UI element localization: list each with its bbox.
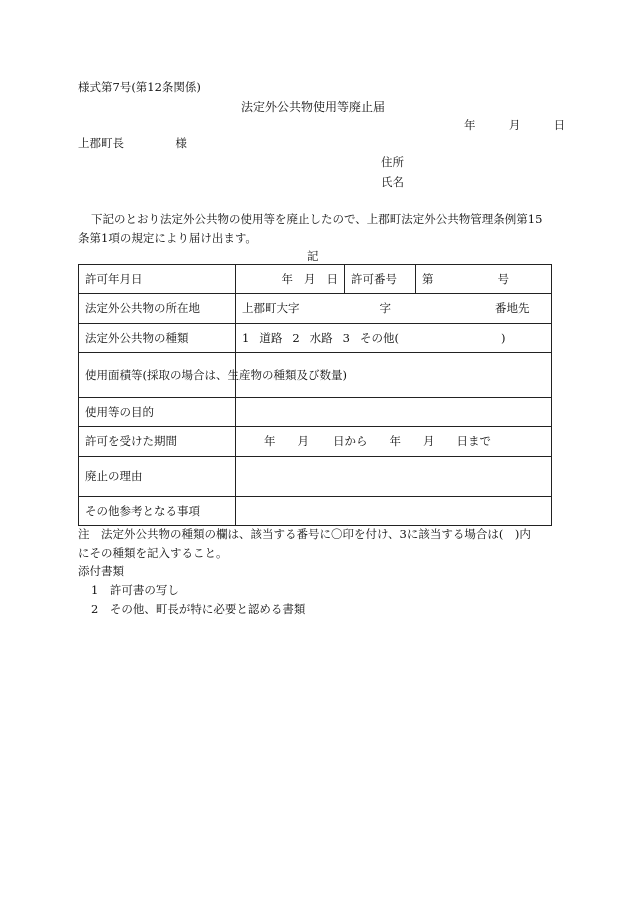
permit-month: 月 bbox=[304, 271, 316, 286]
permit-number-suffix: 号 bbox=[497, 271, 509, 286]
permit-day: 日 bbox=[326, 271, 338, 286]
intro-line-2: 条第1項の規定により届け出ます。 bbox=[78, 231, 257, 245]
reason-value[interactable] bbox=[236, 457, 552, 497]
kind-other: その他( bbox=[359, 330, 399, 345]
permit-table bbox=[78, 264, 552, 526]
address-label: 住所 bbox=[381, 155, 404, 169]
kind-road: 道路 bbox=[259, 330, 283, 345]
period-end-month: 月 bbox=[423, 434, 435, 449]
date-year: 年 bbox=[464, 118, 476, 132]
permit-number-value[interactable] bbox=[416, 265, 552, 294]
period-start-day: 日から bbox=[333, 434, 368, 449]
other-label: その他参考となる事項 bbox=[79, 497, 236, 526]
row-period bbox=[79, 427, 552, 457]
period-end-day: 日まで bbox=[456, 434, 491, 449]
addressee-name: 上郡町長 bbox=[78, 136, 124, 150]
period-end-year: 年 bbox=[389, 434, 401, 449]
addressee bbox=[78, 138, 187, 150]
permit-number-label: 許可番号 bbox=[345, 265, 416, 294]
period-start-year: 年 bbox=[264, 434, 276, 449]
ki-mark: 記 bbox=[307, 249, 319, 263]
kind-option-1[interactable]: 1 bbox=[242, 330, 250, 345]
form-number: 様式第7号(第12条関係) bbox=[78, 80, 201, 94]
note-line-2: にその種類を記入すること。 bbox=[78, 546, 228, 560]
row-purpose bbox=[79, 398, 552, 427]
location-value[interactable] bbox=[236, 294, 552, 324]
row-other bbox=[79, 497, 552, 526]
permit-date-label: 許可年月日 bbox=[79, 265, 236, 294]
purpose-label: 使用等の目的 bbox=[79, 398, 236, 427]
purpose-value[interactable] bbox=[236, 398, 552, 427]
kind-other-close: ) bbox=[500, 330, 506, 345]
kind-label: 法定外公共物の種類 bbox=[79, 324, 236, 353]
row-area bbox=[79, 353, 552, 398]
row-kind bbox=[79, 324, 552, 353]
kind-option-3[interactable]: 3 bbox=[342, 330, 350, 345]
other-value[interactable] bbox=[236, 497, 552, 526]
date-line bbox=[464, 120, 565, 132]
permit-year: 年 bbox=[281, 271, 293, 286]
location-town: 上郡町大字 bbox=[242, 301, 300, 316]
location-aza: 字 bbox=[379, 301, 391, 316]
kind-water: 水路 bbox=[309, 330, 333, 345]
kind-option-2[interactable]: 2 bbox=[292, 330, 300, 345]
period-value[interactable] bbox=[236, 427, 552, 457]
attachments-heading: 添付書類 bbox=[78, 564, 124, 578]
location-label: 法定外公共物の所在地 bbox=[79, 294, 236, 324]
date-month: 月 bbox=[508, 118, 521, 132]
period-start-month: 月 bbox=[297, 434, 309, 449]
note-line-1: 注 法定外公共物の種類の欄は、該当する番号に〇印を付け、3に該当する場合は( )内 bbox=[78, 527, 531, 541]
period-label: 許可を受けた期間 bbox=[79, 427, 236, 457]
area-label: 使用面積等(採取の場合は、生産物の種類及び数量) bbox=[79, 353, 236, 398]
date-day: 日 bbox=[553, 118, 566, 132]
addressee-honorific: 様 bbox=[175, 136, 187, 150]
reason-label: 廃止の理由 bbox=[79, 457, 236, 497]
row-permit-date bbox=[79, 265, 552, 294]
attachment-item-2: 2 その他、町長が特に必要と認める書類 bbox=[91, 602, 306, 616]
row-location bbox=[79, 294, 552, 324]
row-reason bbox=[79, 457, 552, 497]
permit-date-value[interactable] bbox=[236, 265, 345, 294]
intro-line-1: 下記のとおり法定外公共物の使用等を廃止したので、上郡町法定外公共物管理条例第15 bbox=[91, 212, 543, 226]
attachment-item-1: 1 許可書の写し bbox=[91, 583, 179, 597]
permit-number-prefix: 第 bbox=[422, 271, 434, 286]
document-title: 法定外公共物使用等廃止届 bbox=[241, 100, 386, 114]
location-banchi: 番地先 bbox=[495, 301, 530, 316]
kind-value[interactable] bbox=[236, 324, 552, 353]
name-label: 氏名 bbox=[381, 175, 404, 189]
